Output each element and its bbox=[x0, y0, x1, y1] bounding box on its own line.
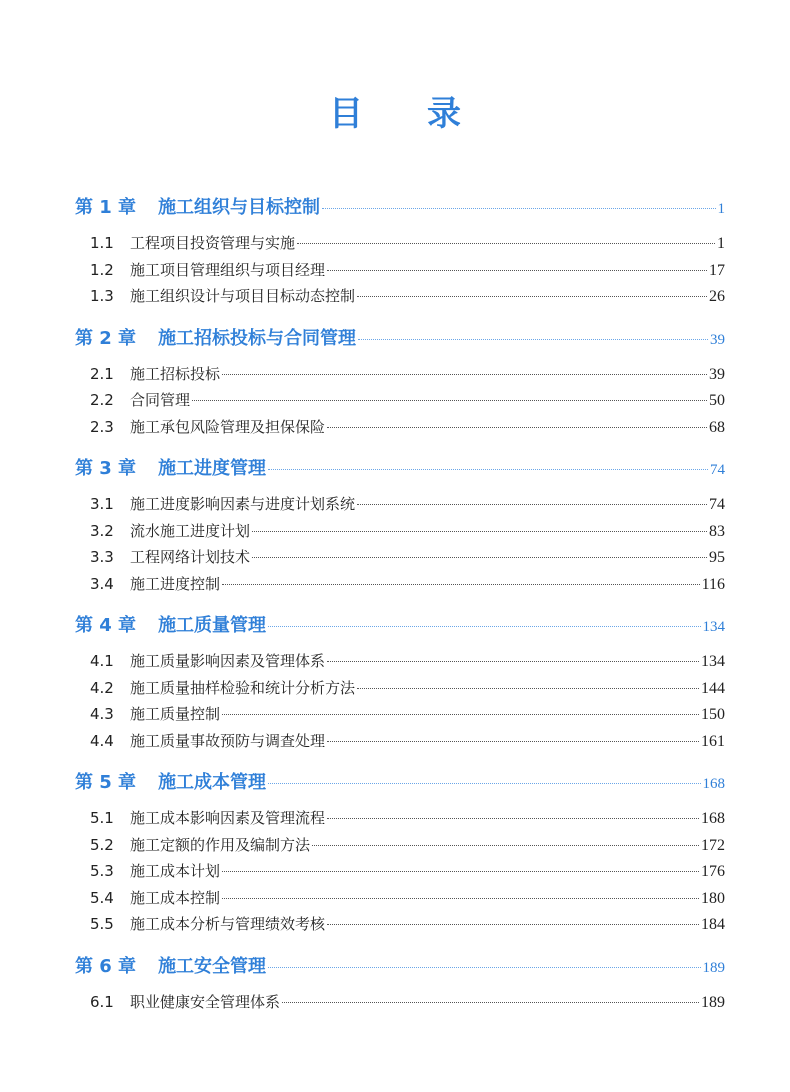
dot-leader bbox=[327, 270, 707, 271]
chapter-page-number: 134 bbox=[702, 619, 725, 635]
section-number: 5.3 bbox=[90, 862, 114, 880]
section-title: 施工进度影响因素与进度计划系统 bbox=[130, 495, 356, 513]
section-page-number: 150 bbox=[701, 706, 725, 723]
section-number: 2.2 bbox=[90, 391, 114, 409]
section-page-number: 189 bbox=[701, 993, 725, 1011]
section-number: 1.2 bbox=[90, 260, 114, 279]
chapter-title: 施工安全管理 bbox=[158, 955, 267, 977]
section-number: 3.1 bbox=[90, 495, 114, 513]
section-number: 3.4 bbox=[90, 574, 114, 593]
section-entry bbox=[75, 858, 725, 885]
chapter-heading bbox=[75, 769, 725, 797]
chapter-title: 施工成本管理 bbox=[158, 772, 267, 793]
section-title: 施工质量控制 bbox=[130, 705, 221, 723]
chapter-page-number: 189 bbox=[702, 959, 725, 976]
section-page-number: 116 bbox=[701, 575, 725, 593]
dot-leader bbox=[252, 557, 707, 558]
chapter-title: 施工组织与目标控制 bbox=[158, 197, 321, 218]
chapter-page-number: 39 bbox=[710, 331, 725, 348]
section-page-number: 50 bbox=[709, 392, 725, 409]
table-of-contents bbox=[75, 194, 725, 1015]
page-title bbox=[0, 86, 790, 135]
chapter-number: 第 2 章 bbox=[75, 327, 137, 349]
dot-leader bbox=[268, 783, 700, 784]
dot-leader bbox=[268, 626, 700, 627]
chapter-number: 第 3 章 bbox=[75, 458, 137, 479]
section-entry bbox=[75, 257, 725, 284]
chapter-heading bbox=[75, 455, 725, 483]
dot-leader bbox=[357, 688, 699, 689]
section-number: 4.4 bbox=[90, 731, 114, 750]
dot-leader bbox=[327, 427, 707, 428]
section-number: 6.1 bbox=[90, 992, 114, 1011]
chapter-heading bbox=[75, 953, 725, 981]
dot-leader bbox=[222, 714, 699, 715]
section-number: 4.1 bbox=[90, 652, 114, 670]
dot-leader bbox=[282, 1002, 699, 1003]
section-entry bbox=[75, 885, 725, 912]
section-entry bbox=[75, 648, 725, 675]
section-page-number: 1 bbox=[717, 235, 725, 252]
chapter-number: 第 1 章 bbox=[75, 197, 137, 218]
section-number: 5.1 bbox=[90, 809, 114, 827]
chapter-page-number: 1 bbox=[717, 201, 725, 217]
section-number: 1.3 bbox=[90, 287, 114, 305]
section-title: 施工成本控制 bbox=[130, 888, 221, 907]
section-number: 2.1 bbox=[90, 364, 114, 383]
section-title: 施工质量抽样检验和统计分析方法 bbox=[130, 678, 356, 697]
dot-leader bbox=[268, 469, 708, 470]
section-title: 施工成本分析与管理绩效考核 bbox=[130, 915, 326, 933]
section-page-number: 161 bbox=[701, 732, 725, 750]
section-title: 施工进度控制 bbox=[130, 574, 221, 593]
dot-leader bbox=[357, 296, 707, 297]
dot-leader bbox=[322, 208, 715, 209]
section-page-number: 17 bbox=[709, 261, 725, 279]
chapter-page-number: 168 bbox=[702, 776, 725, 792]
section-title: 职业健康安全管理体系 bbox=[130, 992, 281, 1011]
section-page-number: 184 bbox=[701, 916, 725, 933]
section-entry bbox=[75, 230, 725, 257]
section-entry bbox=[75, 728, 725, 755]
section-number: 2.3 bbox=[90, 417, 114, 436]
section-page-number: 68 bbox=[709, 418, 725, 436]
section-page-number: 26 bbox=[709, 288, 725, 305]
section-title: 施工成本计划 bbox=[130, 862, 221, 880]
section-entry bbox=[75, 387, 725, 414]
dot-leader bbox=[222, 584, 700, 585]
dot-leader bbox=[297, 243, 715, 244]
section-number: 3.3 bbox=[90, 548, 114, 566]
dot-leader bbox=[222, 871, 699, 872]
dot-leader bbox=[222, 898, 699, 899]
section-title: 施工组织设计与项目目标动态控制 bbox=[130, 287, 356, 305]
chapter-number: 第 4 章 bbox=[75, 615, 137, 636]
section-page-number: 134 bbox=[701, 653, 725, 670]
section-page-number: 74 bbox=[709, 496, 725, 513]
section-title: 施工成本影响因素及管理流程 bbox=[130, 809, 326, 827]
chapter-title: 施工进度管理 bbox=[158, 458, 267, 479]
section-title: 流水施工进度计划 bbox=[130, 521, 251, 540]
section-page-number: 176 bbox=[701, 863, 725, 880]
section-title: 施工承包风险管理及担保保险 bbox=[130, 417, 326, 436]
chapter-number: 第 5 章 bbox=[75, 772, 137, 793]
dot-leader bbox=[358, 339, 708, 340]
section-title: 施工招标投标 bbox=[130, 364, 221, 383]
dot-leader bbox=[327, 661, 699, 662]
section-number: 4.3 bbox=[90, 705, 114, 723]
section-page-number: 144 bbox=[701, 679, 725, 697]
section-page-number: 172 bbox=[701, 836, 725, 854]
chapter-page-number: 74 bbox=[710, 462, 725, 478]
section-title: 施工定额的作用及编制方法 bbox=[130, 835, 311, 854]
dot-leader bbox=[357, 504, 707, 505]
chapter-heading bbox=[75, 612, 725, 640]
section-title: 工程项目投资管理与实施 bbox=[130, 234, 296, 252]
chapter-number: 第 6 章 bbox=[75, 955, 137, 977]
dot-leader bbox=[312, 845, 699, 846]
section-title: 工程网络计划技术 bbox=[130, 548, 251, 566]
section-entry bbox=[75, 832, 725, 859]
dot-leader bbox=[327, 741, 699, 742]
section-entry bbox=[75, 805, 725, 832]
section-page-number: 180 bbox=[701, 889, 725, 907]
section-entry bbox=[75, 361, 725, 388]
section-entry bbox=[75, 989, 725, 1016]
section-entry bbox=[75, 518, 725, 545]
section-page-number: 168 bbox=[701, 810, 725, 827]
section-number: 3.2 bbox=[90, 521, 114, 540]
section-entry bbox=[75, 571, 725, 598]
chapter-title: 施工质量管理 bbox=[158, 615, 267, 636]
chapter-title: 施工招标投标与合同管理 bbox=[158, 327, 357, 349]
section-entry bbox=[75, 544, 725, 571]
section-entry bbox=[75, 911, 725, 938]
dot-leader bbox=[192, 400, 707, 401]
section-number: 4.2 bbox=[90, 678, 114, 697]
title-char: 目 bbox=[329, 94, 363, 134]
title-char: 录 bbox=[427, 94, 461, 134]
dot-leader bbox=[327, 818, 699, 819]
section-number: 1.1 bbox=[90, 234, 114, 252]
dot-leader bbox=[327, 924, 699, 925]
section-title: 施工项目管理组织与项目经理 bbox=[130, 260, 326, 279]
section-page-number: 39 bbox=[709, 365, 725, 383]
section-entry bbox=[75, 701, 725, 728]
section-page-number: 95 bbox=[709, 549, 725, 566]
section-title: 合同管理 bbox=[130, 391, 191, 409]
section-entry bbox=[75, 283, 725, 310]
section-number: 5.5 bbox=[90, 915, 114, 933]
section-entry bbox=[75, 675, 725, 702]
section-title: 施工质量事故预防与调查处理 bbox=[130, 731, 326, 750]
section-entry bbox=[75, 491, 725, 518]
section-number: 5.4 bbox=[90, 888, 114, 907]
dot-leader bbox=[222, 374, 707, 375]
section-page-number: 83 bbox=[709, 522, 725, 540]
dot-leader bbox=[252, 531, 707, 532]
section-title: 施工质量影响因素及管理体系 bbox=[130, 652, 326, 670]
section-entry bbox=[75, 414, 725, 441]
chapter-heading bbox=[75, 194, 725, 222]
chapter-heading bbox=[75, 325, 725, 353]
dot-leader bbox=[268, 967, 700, 968]
section-number: 5.2 bbox=[90, 835, 114, 854]
